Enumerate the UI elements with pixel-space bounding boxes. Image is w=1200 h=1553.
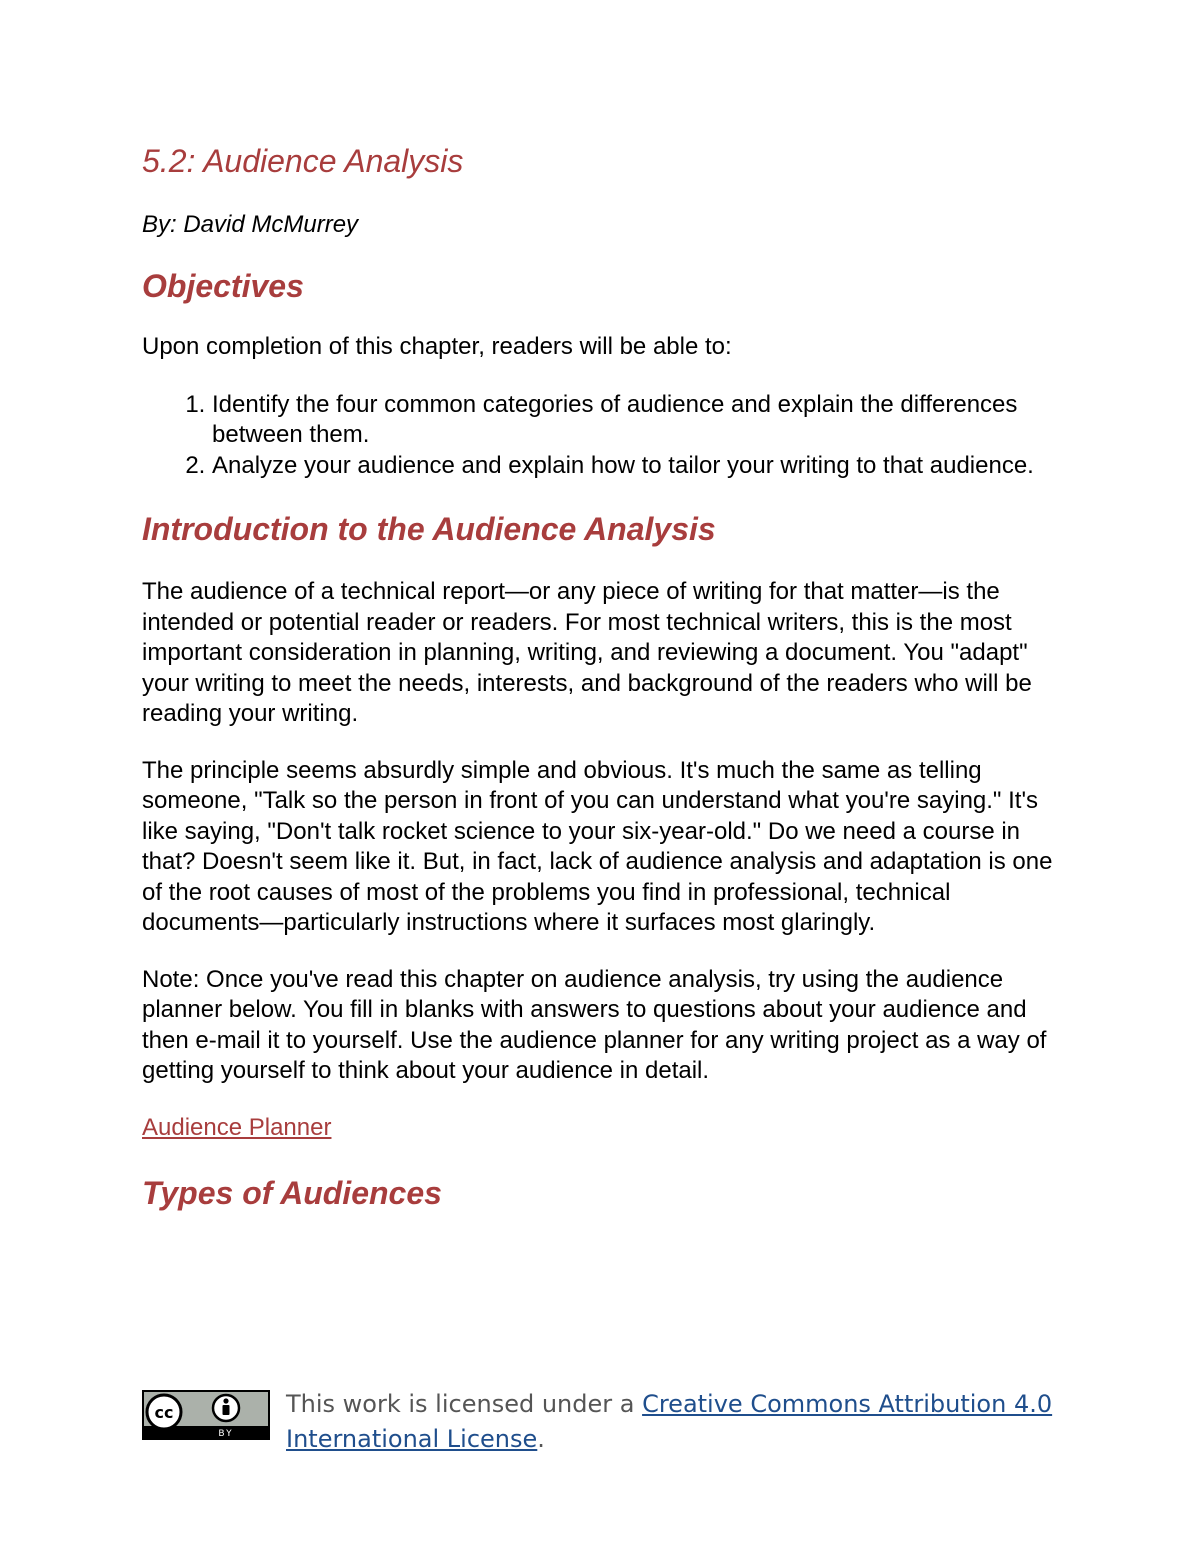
cc-badge-text: cc (154, 1403, 174, 1422)
license-prefix: This work is licensed under a (286, 1390, 643, 1418)
cc-by-license-badge (142, 1390, 270, 1440)
by-badge-text: BY (218, 1429, 234, 1439)
objectives-lead: Upon completion of this chapter, readers will be able to: (142, 333, 732, 360)
types-of-audiences-heading: Types of Audiences (142, 1175, 442, 1211)
objectives-list (142, 390, 1062, 482)
list-item: 2. Analyze your audience and explain how to tailor your writing to that audience. (212, 451, 1062, 482)
introduction-heading: Introduction to the Audience Analysis (142, 511, 716, 547)
list-item: 1. Identify the four common categories of audience and explain the differences between them. (212, 390, 1062, 451)
license-statement (286, 1387, 1066, 1457)
audience-planner-link[interactable]: Audience Planner (142, 1113, 332, 1141)
objectives-heading: Objectives (142, 268, 304, 304)
intro-paragraph: The audience of a technical report—or any piece of writing for that matter—is the intended or potential reader or readers. For most technical writers, this is the most important consideration in planning, writing, and reviewing a document. You "adapt" your writing to meet the needs, interests, and background of the readers who will be reading your writing. (142, 578, 1032, 727)
page-title: 5.2: Audience Analysis (142, 143, 464, 179)
license-link[interactable]: Creative Commons Attribution 4.0 International License (286, 1390, 1053, 1453)
document-page (142, 138, 1062, 1215)
author-byline: By: David McMurrey (142, 211, 359, 238)
license-footer (142, 1387, 1062, 1457)
intro-paragraph: The principle seems absurdly simple and obvious. It's much the same as telling someone, "Talk so the person in front of you can understand what you're saying." It's like saying, "Don't talk rocket science to your six-year-old." Do we need a course in that? Doesn't seem like it. But, in fact, lack of audience analysis and adaptation is one of the root causes of most of the problems you find in professional, technical documents—particularly instructions where it surfaces most glaringly. (142, 756, 1053, 936)
intro-paragraph: Note: Once you've read this chapter on audience analysis, try using the audience planner below. You fill in blanks with answers to questions about your audience and then e-mail it to yourself. Use the audience planner for any writing project as a way of getting yourself to think about your audience in detail. (142, 965, 1047, 1084)
license-suffix: . (537, 1425, 545, 1453)
